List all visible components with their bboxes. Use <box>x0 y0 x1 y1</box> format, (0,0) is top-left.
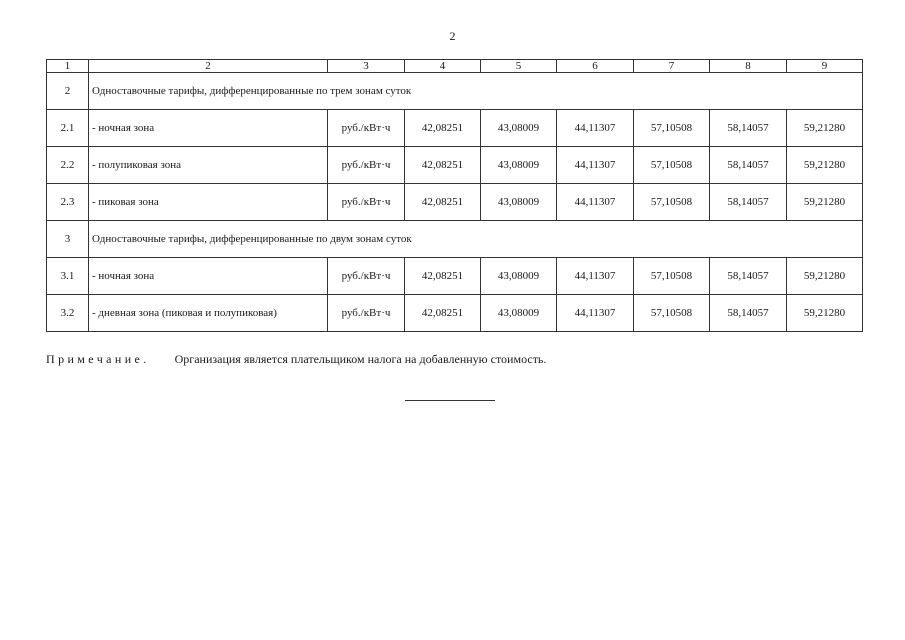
tariff-value: 44,11307 <box>557 295 634 332</box>
tariff-value: 57,10508 <box>634 184 710 221</box>
tariff-value: 42,08251 <box>405 110 481 147</box>
row-name: - полупиковая зона <box>89 147 328 184</box>
table-row <box>47 110 863 147</box>
tariff-value: 42,08251 <box>405 184 481 221</box>
tariff-value: 57,10508 <box>634 147 710 184</box>
row-number: 2.3 <box>47 184 89 221</box>
tariff-value: 43,08009 <box>481 147 557 184</box>
tariff-value: 44,11307 <box>557 110 634 147</box>
tariff-value: 57,10508 <box>634 110 710 147</box>
tariff-value: 44,11307 <box>557 258 634 295</box>
tariff-value: 59,21280 <box>787 184 863 221</box>
tariff-value: 59,21280 <box>787 258 863 295</box>
section-row <box>47 73 863 110</box>
tariff-value: 58,14057 <box>710 184 787 221</box>
table-row <box>47 258 863 295</box>
row-number: 2 <box>47 73 89 110</box>
column-header: 2 <box>89 60 328 73</box>
column-header: 3 <box>328 60 405 73</box>
row-name: - ночная зона <box>89 258 328 295</box>
column-header: 1 <box>47 60 89 73</box>
tariff-value: 59,21280 <box>787 295 863 332</box>
row-number: 2.1 <box>47 110 89 147</box>
tariff-value: 42,08251 <box>405 147 481 184</box>
tariff-value: 58,14057 <box>710 110 787 147</box>
column-header: 9 <box>787 60 863 73</box>
column-header: 4 <box>405 60 481 73</box>
row-number: 2.2 <box>47 147 89 184</box>
row-unit: руб./кВт·ч <box>328 258 405 295</box>
column-header: 6 <box>557 60 634 73</box>
column-header: 7 <box>634 60 710 73</box>
tariff-value: 43,08009 <box>481 184 557 221</box>
section-title: Одноставочные тарифы, дифференцированные по двум зонам суток <box>89 221 863 258</box>
row-number: 3 <box>47 221 89 258</box>
tariff-value: 59,21280 <box>787 147 863 184</box>
row-unit: руб./кВт·ч <box>328 184 405 221</box>
tariff-table <box>46 59 863 332</box>
tariff-value: 43,08009 <box>481 295 557 332</box>
page-number: 2 <box>449 29 456 43</box>
tariff-value: 58,14057 <box>710 147 787 184</box>
tariff-value: 43,08009 <box>481 110 557 147</box>
row-unit: руб./кВт·ч <box>328 147 405 184</box>
note-text: Организация является плательщиком налога на добавленную стоимость. <box>174 352 547 366</box>
row-unit: руб./кВт·ч <box>328 295 405 332</box>
tariff-value: 42,08251 <box>405 258 481 295</box>
tariff-value: 44,11307 <box>557 147 634 184</box>
row-number: 3.1 <box>47 258 89 295</box>
row-name: - ночная зона <box>89 110 328 147</box>
table-header-row <box>47 60 863 73</box>
tariff-value: 43,08009 <box>481 258 557 295</box>
section-row <box>47 221 863 258</box>
row-name: - пиковая зона <box>89 184 328 221</box>
tariff-value: 44,11307 <box>557 184 634 221</box>
note-label: Примечание. <box>46 352 150 366</box>
end-divider <box>405 400 495 401</box>
row-name: - дневная зона (пиковая и полупиковая) <box>89 295 328 332</box>
table-row <box>47 184 863 221</box>
tariff-value: 57,10508 <box>634 295 710 332</box>
row-number: 3.2 <box>47 295 89 332</box>
tariff-value: 58,14057 <box>710 258 787 295</box>
tariff-value: 59,21280 <box>787 110 863 147</box>
tariff-value: 57,10508 <box>634 258 710 295</box>
tariff-value: 58,14057 <box>710 295 787 332</box>
table-row <box>47 147 863 184</box>
note <box>46 352 546 367</box>
section-title: Одноставочные тарифы, дифференцированные по трем зонам суток <box>89 73 863 110</box>
column-header: 5 <box>481 60 557 73</box>
row-unit: руб./кВт·ч <box>328 110 405 147</box>
table-row <box>47 295 863 332</box>
column-header: 8 <box>710 60 787 73</box>
tariff-value: 42,08251 <box>405 295 481 332</box>
